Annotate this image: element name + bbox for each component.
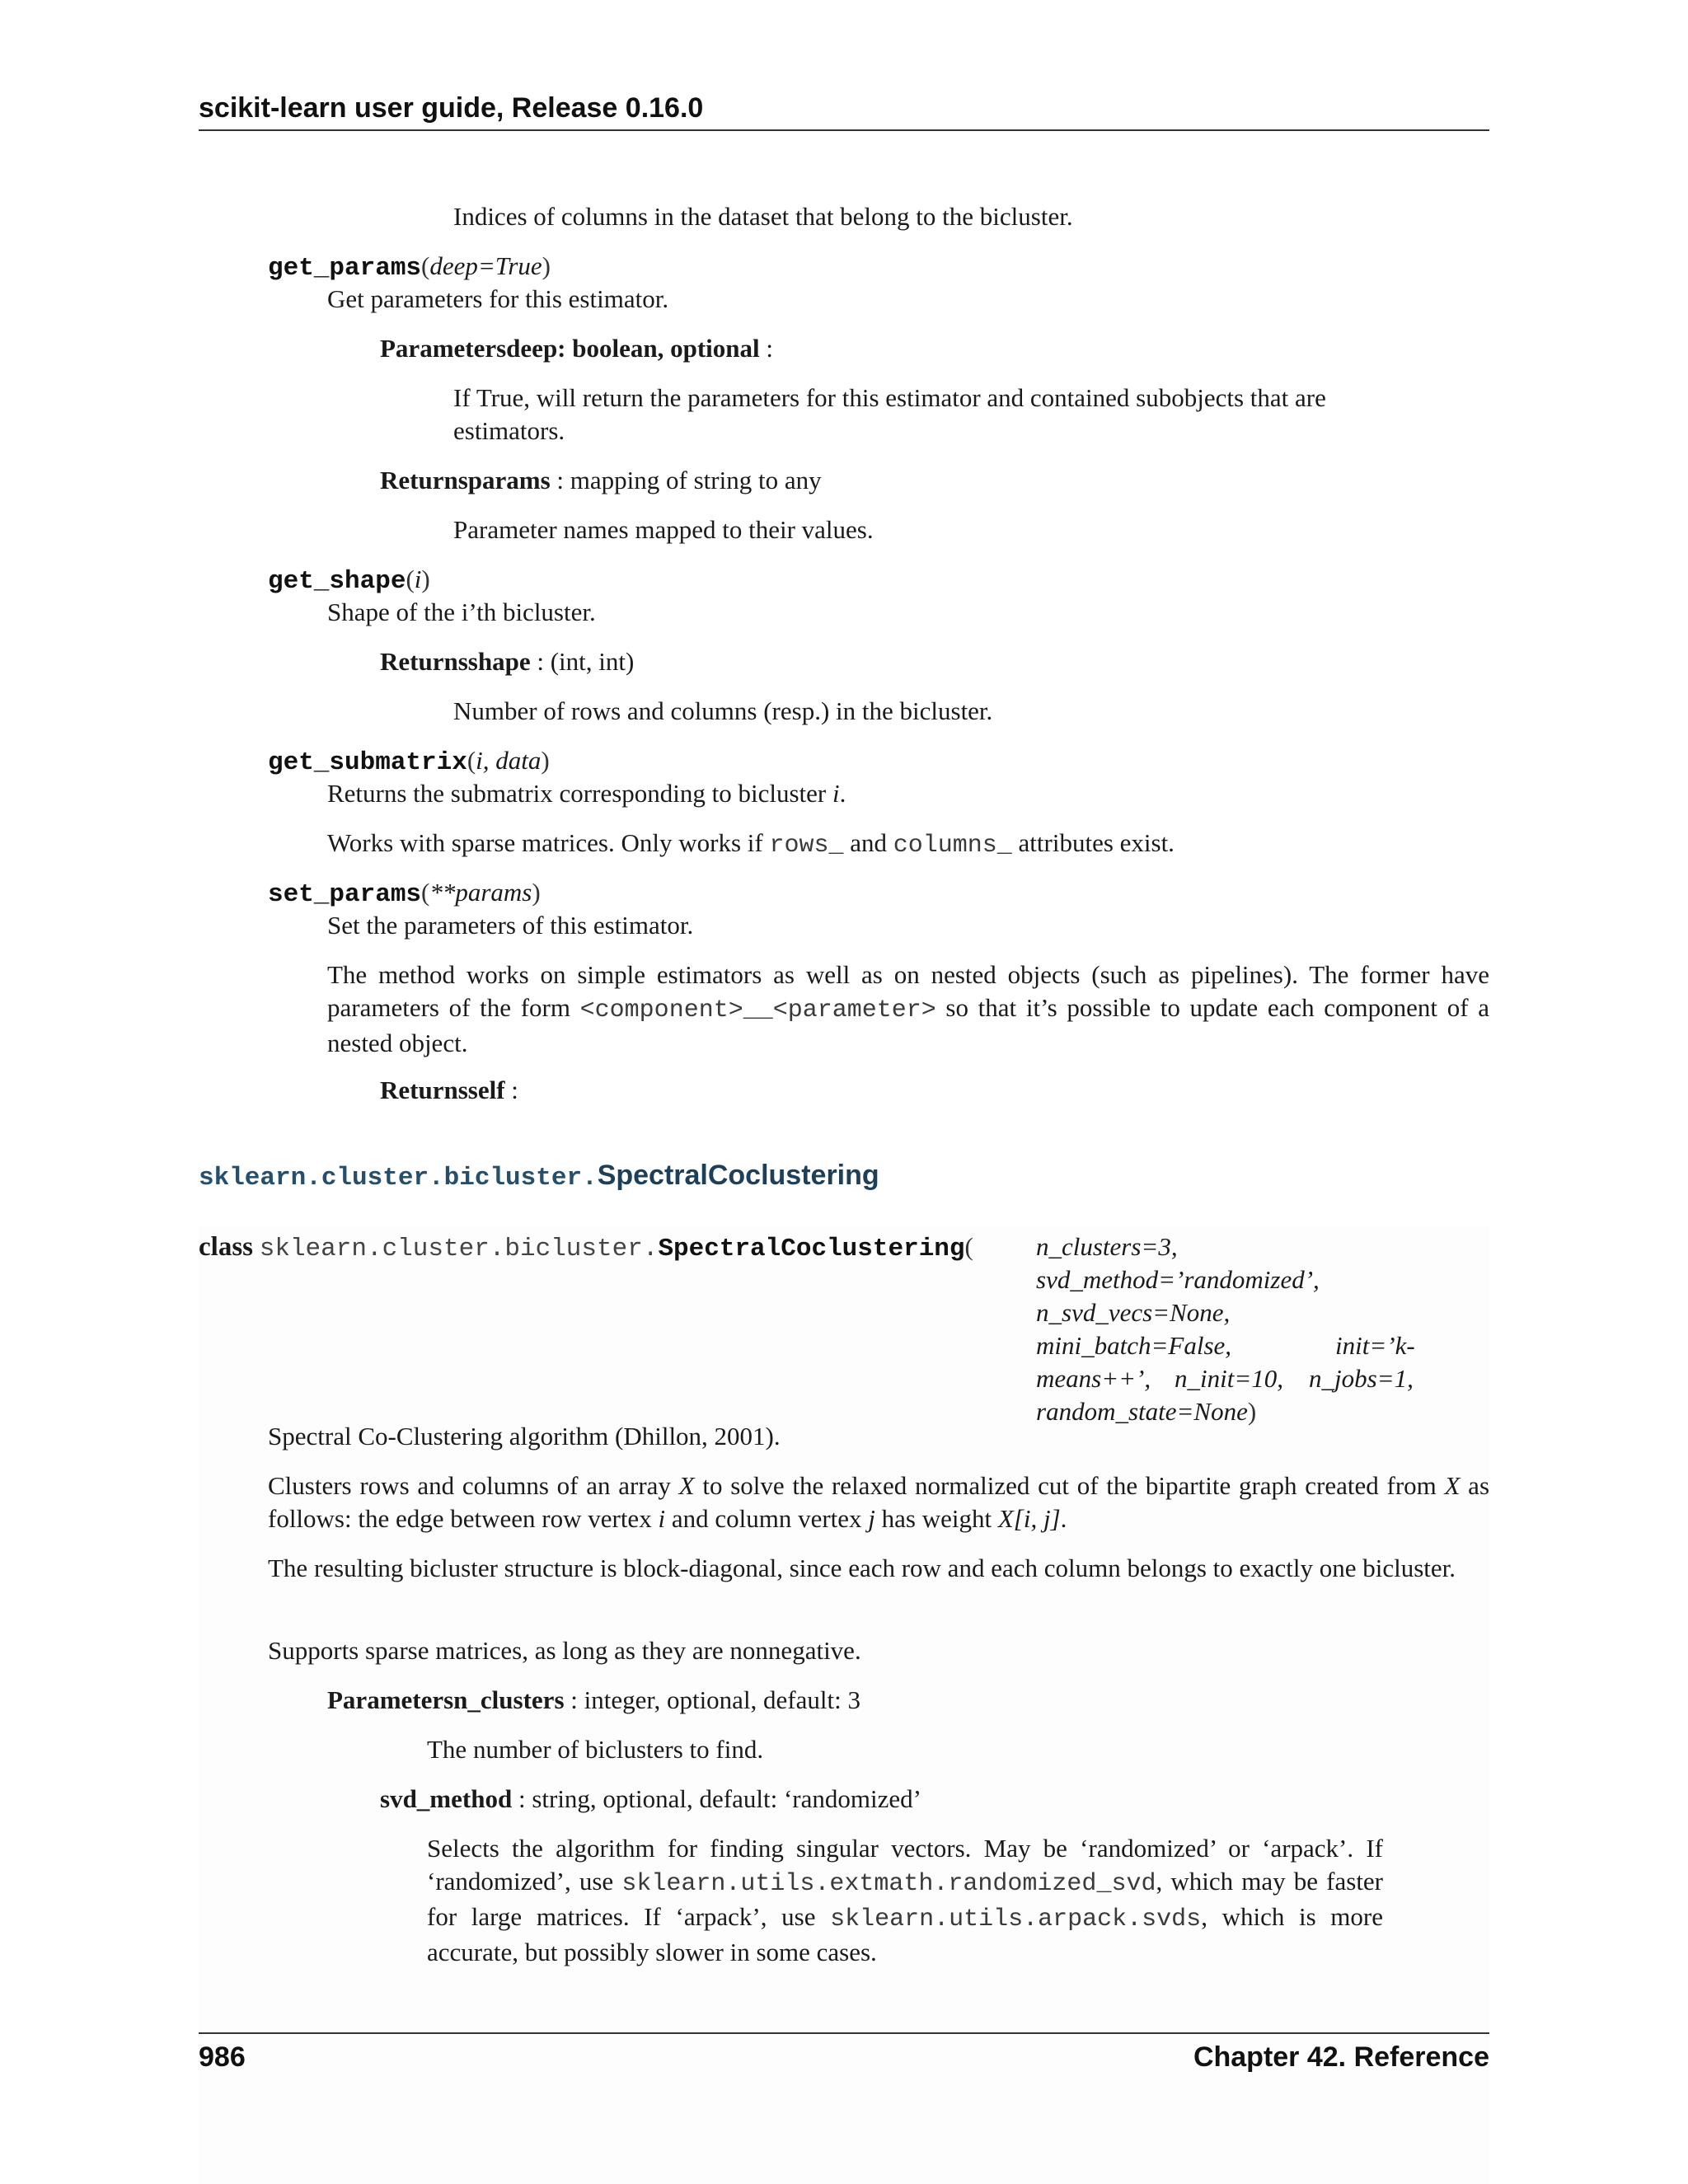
method-summary: Shape of the i’th bicluster. — [327, 598, 596, 626]
param-description: If True, will return the parameters for this estimator and contained subobjects that are estimators. — [453, 383, 1326, 445]
class-signature: class sklearn.cluster.bicluster.SpectralCoclustering( — [199, 1232, 973, 1263]
inline-code: rows_ — [769, 832, 844, 860]
class-paragraph-2: The resulting bicluster structure is block-diagonal, since each row and each column belongs to exactly one bicluster. — [268, 1554, 1456, 1582]
method-signature-get-submatrix: get_submatrix(i, data) — [268, 746, 550, 777]
chapter-title: Chapter 42. Reference — [1193, 2041, 1489, 2073]
field-label: Parametersdeep: boolean, optional — [380, 334, 760, 363]
returns-field: Returnsparams : mapping of string to any — [380, 466, 822, 494]
inline-code: <component>__<parameter> — [579, 996, 936, 1024]
footer-rule — [199, 2032, 1489, 2034]
method-summary: Get parameters for this estimator. — [327, 284, 669, 313]
method-description: The method works on simple estimators as well as on nested objects (such as pipelines). The former have parameters of the form <component>__<parameter> so that it’s possible to update each component of a nested object. — [327, 960, 1489, 1057]
returns-description: Number of rows and columns (resp.) in the bicluster. — [453, 696, 993, 725]
class-arg-last: random_state=None) — [1036, 1397, 1257, 1426]
field-label: Parametersn_clusters — [327, 1685, 565, 1714]
header-rule — [199, 129, 1489, 131]
field-label: Returnsshape — [380, 647, 531, 676]
class-arg: mini_batch=False, — [1036, 1331, 1232, 1360]
inline-code: columns_ — [893, 832, 1012, 860]
field-label: Returnsparams — [380, 466, 551, 494]
class-keyword: class — [199, 1232, 253, 1262]
param-description: Selects the algorithm for finding singular vectors. May be ‘randomized’ or ‘arpack’. If ‘randomized’, use sklearn.utils.extmath.randomized_svd, which may be faster for large matrices. If ‘arpack’, use sklearn.utils.arpack.svds, which is more accurate, but possibly slower in some cases. — [427, 1834, 1384, 1966]
field-label: Returnsself — [380, 1076, 505, 1104]
class-paragraph-3: Supports sparse matrices, as long as they are nonnegative. — [268, 1636, 861, 1665]
method-args: **params — [429, 878, 532, 907]
page-number: 986 — [199, 2041, 246, 2073]
method-name: get_submatrix — [268, 748, 467, 777]
method-name: get_shape — [268, 567, 406, 596]
param-name: svd_method — [380, 1784, 513, 1813]
class-paragraph-1: Clusters rows and columns of an array X to solve the relaxed normalized cut of the bipartite graph created from X as follows: the edge between row vertex i and column vertex j has weight X[i, j]. — [268, 1471, 1490, 1533]
class-arg: means++’, — [1036, 1364, 1151, 1393]
section-module: sklearn.cluster.bicluster. — [199, 1164, 598, 1193]
returns-field: Returnsself : — [380, 1076, 518, 1104]
method-summary: Set the parameters of this estimator. — [327, 911, 694, 940]
parameters-field: Parametersdeep: boolean, optional : — [380, 334, 774, 363]
parameter-item: svd_method : string, optional, default: ‘randomized’ — [380, 1784, 921, 1813]
method-signature-get-params: get_params(deep=True) — [268, 251, 551, 283]
method-signature-set-params: set_params(**params) — [268, 878, 541, 909]
method-args: i, data — [476, 746, 542, 775]
class-name: SpectralCoclustering — [658, 1235, 965, 1263]
inline-code: sklearn.utils.arpack.svds — [830, 1905, 1202, 1933]
method-name: set_params — [268, 880, 422, 909]
section-heading — [199, 1160, 879, 1193]
method-summary: Returns the submatrix corresponding to bicluster i. — [327, 779, 846, 808]
method-note: Works with sparse matrices. Only works if rows_ and columns_ attributes exist. — [327, 828, 1175, 860]
param-description: The number of biclusters to find. — [427, 1735, 764, 1764]
method-name: get_params — [268, 254, 422, 283]
method-args: deep=True — [429, 251, 542, 280]
inline-code: sklearn.utils.extmath.randomized_svd — [621, 1870, 1156, 1898]
section-class-name: SpectralCoclustering — [597, 1160, 879, 1191]
class-arg: n_jobs=1, — [1309, 1364, 1414, 1393]
method-signature-get-shape: get_shape(i) — [268, 565, 430, 596]
class-arg: init=’k- — [1335, 1331, 1415, 1360]
returns-description: Parameter names mapped to their values. — [453, 515, 874, 544]
class-arg: n_svd_vecs=None, — [1036, 1298, 1231, 1327]
returns-field: Returnsshape : (int, int) — [380, 647, 635, 676]
continuation-text: Indices of columns in the dataset that belong to the bicluster. — [453, 202, 1073, 231]
class-arg: n_init=10, — [1175, 1364, 1284, 1393]
parameters-field: Parametersn_clusters : integer, optional, default: 3 — [327, 1685, 860, 1714]
class-module: sklearn.cluster.bicluster. — [259, 1235, 659, 1263]
class-arg: n_clusters=3, — [1036, 1232, 1178, 1261]
class-intro: Spectral Co-Clustering algorithm (Dhillon, 2001). — [268, 1422, 781, 1451]
class-arg: svd_method=’randomized’, — [1036, 1265, 1320, 1294]
method-args: i — [414, 565, 422, 593]
running-header: scikit-learn user guide, Release 0.16.0 — [199, 92, 704, 124]
